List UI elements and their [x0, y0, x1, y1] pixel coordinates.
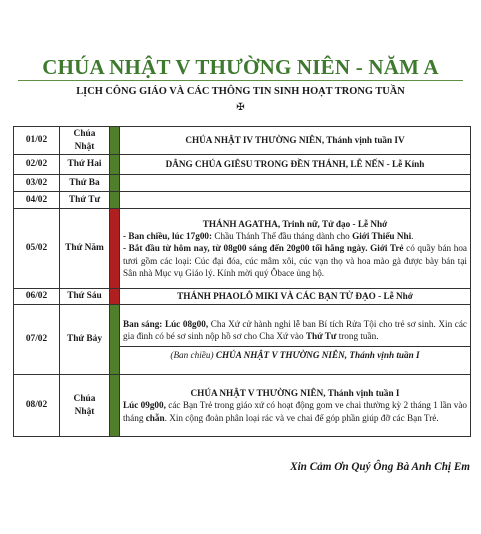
event-paragraph: - Ban chiều, lúc 17g00: Chầu Thánh Thể đầu tháng dành cho Giới Thiếu Nhi.: [123, 231, 414, 242]
liturgical-color-bar: [110, 209, 120, 289]
event-title-rest: Thánh vịnh tuần IV: [324, 135, 405, 146]
row-day: Thứ Tư: [60, 192, 110, 209]
evening-title-rest: Thánh vịnh tuần I: [347, 349, 420, 360]
liturgical-color-bar: [110, 192, 120, 209]
row-date: 08/02: [14, 375, 60, 437]
event-text: các Bạn Trẻ trong giáo xứ có hoạt động gom ve chai thường kỳ 2 tháng 1 lần vào tháng: [123, 400, 467, 423]
inner-divider: [119, 346, 471, 347]
cross-icon: ✠: [236, 102, 245, 113]
table-row: [14, 175, 471, 192]
schedule-table: [13, 126, 471, 437]
row-day: Chúa Nhật: [60, 127, 110, 155]
row-day: Chúa Nhật: [60, 375, 110, 437]
row-description: [120, 375, 471, 437]
page-subtitle: LỊCH CÔNG GIÁO VÀ CÁC THÔNG TIN SINH HOẠT TRONG TUẦN: [76, 86, 405, 97]
event-paragraph: [123, 399, 467, 423]
event-title-rest: Thánh vịnh tuần I: [325, 388, 400, 399]
event-title-rest: Trinh nữ, Tử đạo - Lễ Nhớ: [282, 218, 388, 229]
event-title-line: [123, 218, 467, 230]
row-description: [120, 289, 471, 305]
event-text-end: . Xin cộng đoàn phân loại rác và ve chai để góp phần giúp đỡ các Bạn Trẻ.: [164, 412, 439, 423]
row-day: Thứ Hai: [60, 155, 110, 175]
event-title: DÂNG CHÚA GIÊSU TRONG ĐỀN THÁNH, LỄ NẾN -: [165, 159, 392, 170]
row-description: [120, 192, 471, 209]
event-lead: Ban sáng: Lúc 08g00,: [123, 319, 209, 330]
row-description: [120, 127, 471, 155]
event-text: Cha Xứ cử hành nghi lễ ban Bí tích Rửa Tội cho trẻ sơ sinh. Xin các gia đình có bé sơ sinh nộp hồ sơ cho Cha Xứ vào: [123, 319, 467, 342]
row-day: Thứ Ba: [60, 175, 110, 192]
row-day: Thứ Bảy: [60, 305, 110, 375]
table-row: [14, 289, 471, 305]
event-title: THÁNH PHAOLÔ MIKI VÀ CÁC BẠN TỬ ĐẠO -: [177, 291, 384, 302]
event-text-end: trong tuần.: [336, 331, 379, 342]
event-title: THÁNH AGATHA,: [202, 218, 283, 229]
row-description: [120, 175, 471, 192]
row-description: [120, 155, 471, 175]
event-title-rest: Lễ Kính: [391, 159, 425, 170]
event-emphasis: chẵn: [145, 412, 165, 423]
liturgical-color-bar: [110, 375, 120, 437]
evening-title: CHÚA NHẬT V THƯỜNG NIÊN,: [215, 349, 348, 360]
row-date: 01/02: [14, 127, 60, 155]
event-paragraph: [123, 318, 467, 342]
liturgical-color-bar: [110, 305, 120, 375]
event-title: CHÚA NHẬT V THƯỜNG NIÊN,: [190, 388, 326, 399]
row-description: [120, 209, 471, 289]
event-paragraph: [123, 242, 467, 279]
closing-thanks: Xin Cảm Ơn Quý Ông Bà Anh Chị Em: [290, 461, 470, 473]
row-date: 03/02: [14, 175, 60, 192]
title-divider: [18, 80, 463, 81]
event-title-rest: Lễ Nhớ: [383, 291, 413, 302]
table-row: [14, 192, 471, 209]
table-row: [14, 305, 471, 375]
row-date: 07/02: [14, 305, 60, 375]
evening-prefix: (Ban chiều): [170, 349, 216, 360]
row-date: 06/02: [14, 289, 60, 305]
event-emphasis: Giới Thiếu Nhi: [352, 231, 412, 242]
event-emphasis: Thứ Tư: [305, 331, 337, 342]
liturgical-color-bar: [110, 289, 120, 305]
table-row: [14, 209, 471, 289]
event-text: có quầy bán hoa tươi gồm các loại: Cúc đại đóa, cúc mâm xôi, cúc vạn thọ và hoa mào gà được bày bán tại Sân nhà Mục vụ Giáo lý. Kính mời quý Ôbace ủng hộ.: [123, 243, 468, 278]
row-date: 05/02: [14, 209, 60, 289]
liturgical-color-bar: [110, 155, 120, 175]
event-text: Chầu Thánh Thể đầu tháng dành cho: [212, 231, 353, 242]
liturgical-color-bar: [110, 127, 120, 155]
event-lead: - Bắt đầu từ hôm nay, từ 08g00 sáng đến 20g00 tối hằng ngày. Giới Trẻ: [123, 243, 404, 254]
evening-line: [123, 349, 467, 361]
row-date: 04/02: [14, 192, 60, 209]
table-row: [14, 155, 471, 175]
event-lead: Lúc 09g00,: [123, 400, 166, 411]
event-title-line: [123, 387, 467, 399]
liturgical-color-bar: [110, 175, 120, 192]
table-row: [14, 375, 471, 437]
event-lead: - Ban chiều, lúc 17g00:: [123, 231, 213, 242]
row-day: Thứ Năm: [60, 209, 110, 289]
event-title: CHÚA NHẬT IV THƯỜNG NIÊN,: [185, 135, 325, 146]
row-day: Thứ Sáu: [60, 289, 110, 305]
row-date: 02/02: [14, 155, 60, 175]
row-description: [120, 305, 471, 375]
page-title: CHÚA NHẬT V THƯỜNG NIÊN - NĂM A: [42, 55, 439, 79]
table-row: [14, 127, 471, 155]
